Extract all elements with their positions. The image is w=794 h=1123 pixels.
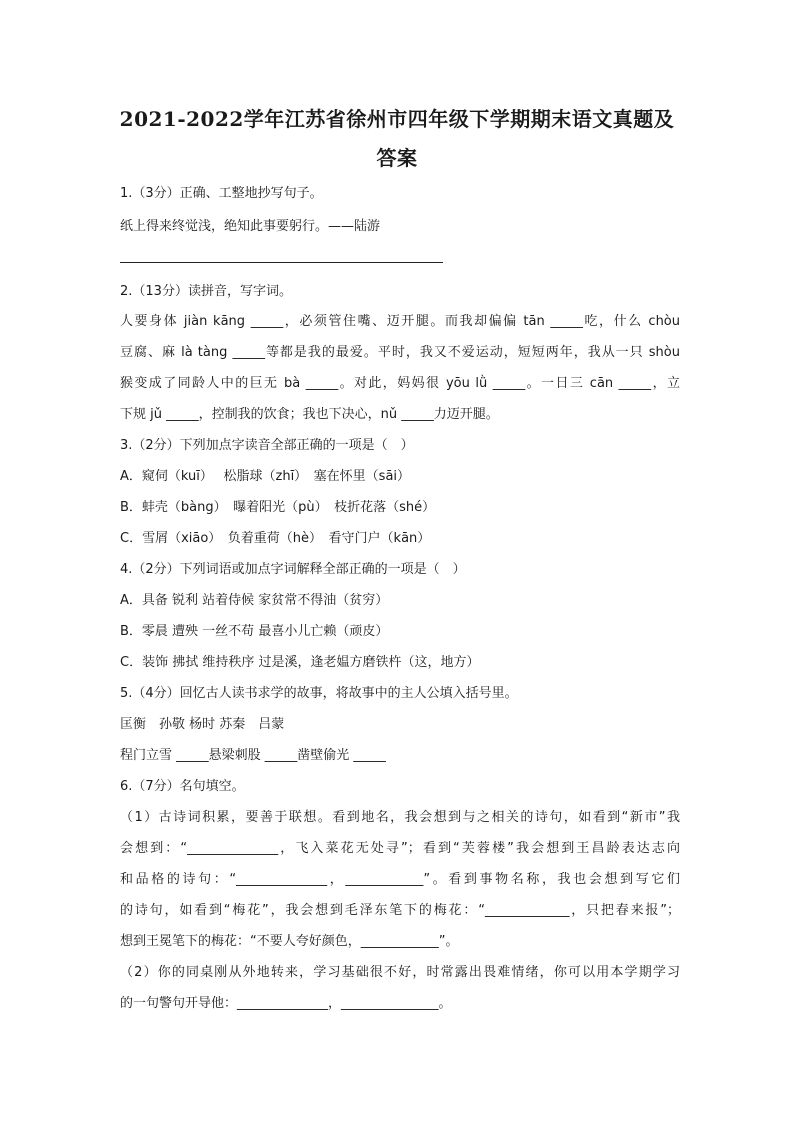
question-5-names: 匡衡 孙敬 杨时 苏秦 吕蒙 (120, 717, 285, 732)
question-6-part-2-line: 的一句警句开导他：______________，_______________。 (120, 996, 452, 1011)
question-6-part-1-line: 和品格的诗句：“______________，____________”。看到事物名称，我也会想到写它们 (120, 872, 680, 887)
document-title-continued: 答案 (376, 146, 418, 170)
question-6-part-2-line: （2）你的同桌刚从外地转来，学习基础很不好，时常露出畏难情绪，你可以用本学期学习 (120, 965, 680, 980)
question-3-heading: 3.（2分）下列加点字读音全部正确的一项是（ ） (120, 438, 414, 453)
question-1-answer-line (120, 262, 443, 263)
question-2-passage-line: 猴变成了同龄人中的巨无 bà _____。对此，妈妈很 yōu lǜ _____。一日三 cān _____，立 (120, 376, 680, 391)
question-6-heading: 6.（7分）名句填空。 (120, 779, 245, 794)
question-2-passage-line: 豆腐、麻 là tàng _____等都是我的最爱。平时，我又不爱运动，短短两年，我从一只 shòu (120, 345, 680, 360)
question-1-sentence: 纸上得来终觉浅，绝知此事要躬行。——陆游 (120, 219, 381, 234)
question-5-blanks: 程门立雪 _____悬梁刺股 _____凿壁偷光 _____ (120, 748, 386, 763)
question-4-heading: 4.（2分）下列词语或加点字词解释全部正确的一项是（ ） (120, 562, 466, 577)
question-2-passage-line: 下规 jǔ _____，控制我的饮食；我也下决心，nǔ _____力迈开腿。 (120, 407, 499, 422)
question-4-option-a: A．具备 锐利 站着侍候 家贫常不得油（贫穷） (120, 593, 389, 608)
question-3-option-c: C．雪屑（xiāo） 负着重荷（hè） 看守门户（kān） (120, 531, 431, 546)
question-6-part-1-line: 想到王冕笔下的梅花：“不要人夸好颜色，____________”。 (120, 934, 459, 949)
question-3-option-b: B．蚌壳（bàng） 曝着阳光（pù） 枝折花落（shé） (120, 500, 436, 515)
question-1-heading: 1.（3分）正确、工整地抄写句子。 (120, 186, 323, 201)
question-2-passage-line: 人要身体 jiàn kāng _____，必须管住嘴、迈开腿。而我却偏偏 tān _____吃，什么 chòu (120, 314, 680, 329)
question-4-option-c: C．装饰 拂拭 维持秩序 过是溪，逢老媪方磨铁杵（这，地方） (120, 655, 480, 670)
question-5-heading: 5.（4分）回忆古人读书求学的故事，将故事中的主人公填入括号里。 (120, 686, 518, 701)
question-4-option-b: B．零晨 遭殃 一丝不苟 最喜小儿亡赖（顽皮） (120, 624, 389, 639)
question-2-heading: 2.（13分）读拼音，写字词。 (120, 284, 292, 299)
question-6-part-1-line: 会想到：“______________，飞入菜花无处寻”；看到“芙蓉楼”我会想到王昌龄表达志向 (120, 841, 680, 856)
document-title: 2021-2022学年江苏省徐州市四年级下学期期末语文真题及 (119, 107, 675, 131)
question-3-option-a: A．窥伺（kuī） 松脂球（zhī） 塞在怀里（sāi） (120, 469, 411, 484)
question-6-part-1-line: （1）古诗词积累，要善于联想。看到地名，我会想到与之相关的诗句，如看到“新市”我 (120, 810, 680, 825)
question-6-part-1-line: 的诗句，如看到“梅花”，我会想到毛泽东笔下的梅花：“_____________，只把春来报”； (120, 903, 680, 918)
